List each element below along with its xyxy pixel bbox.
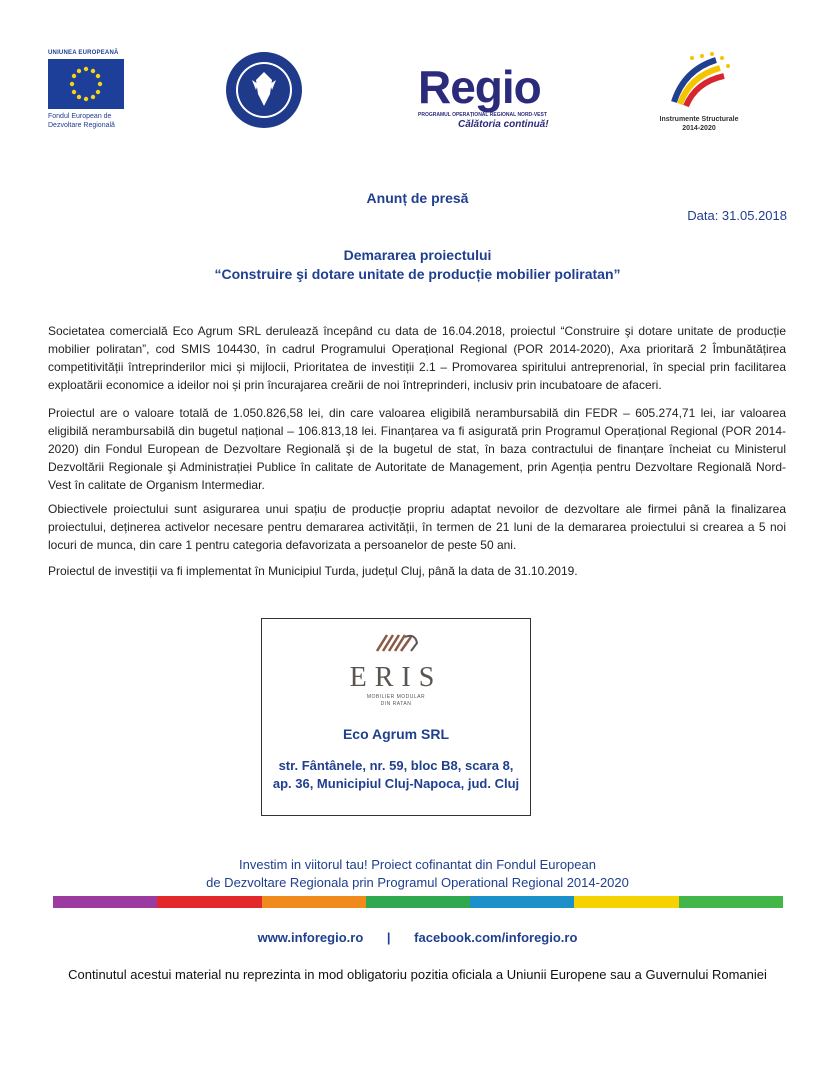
eris-subtitle-1: MOBILIER MODULAR [366,694,426,700]
footer-links [0,930,835,945]
headline-line-1: Demararea proiectului [343,247,492,263]
regio-subtitle: PROGRAMUL OPERAȚIONAL REGIONAL NORD-VEST [418,112,547,118]
rainbow-segment [53,896,157,908]
company-card [261,618,531,816]
company-name: Eco Agrum SRL [342,726,450,742]
rainbow-segment [679,896,783,908]
body-paragraph-3: Obiectivele proiectului sunt asigurarea unui spațiu de producție propriu adaptat nevoilor de dezvoltare ale firmei până la finalizarea proiectului, deținerea activelor necesare pentru demararea activității, în termen de 21 luni de la demararea proiectului si crearea a 5 noi locuri de munca, din care 1 pentru categoria defavorizata a persoanelor de peste 50 ani. [48,502,786,552]
eu-label: UNIUNEA EUROPEANĂ [48,50,119,56]
structural-stars-icon [654,50,744,108]
page-title: Anunț de presă [366,190,469,206]
headline-line-2: “Construire şi dotare unitate de producție mobilier poliratan” [214,266,621,282]
headline [0,246,835,284]
regio-tagline: Călătoria continuă! [458,119,549,130]
inforegio-link[interactable]: www.inforegio.ro [257,930,364,945]
rainbow-segment [157,896,261,908]
body-paragraph-4: Proiectul de investiții va fi implementat în Municipiul Turda, județul Cluj, până la data de 31.10.2019. [48,564,578,578]
rainbow-segment [470,896,574,908]
regio-wordmark: Regio [418,61,541,113]
cofinancing-line-1: Investim in viitorul tau! Proiect cofinantat din Fondul European [239,857,596,872]
structural-instruments-label: Instrumente Structurale 2014-2020 [659,116,739,132]
regio-logo [418,61,578,130]
eu-logo [48,50,130,130]
document-date: Data: 31.05.2018 [687,208,787,223]
cofinancing-line-2: de Dezvoltare Regionala prin Programul Operational Regional 2014-2020 [206,875,629,890]
government-seal-icon [224,50,304,130]
eu-fund-label: Fondul European de Dezvoltare Regională [48,113,115,129]
eris-wordmark: ERIS [349,662,443,693]
rainbow-segment [366,896,470,908]
facebook-link[interactable]: facebook.com/inforegio.ro [414,930,578,945]
cofinancing-statement [0,856,835,892]
company-address: str. Fântânele, nr. 59, bloc B8, scara 8, ap. 36, Municipiul Cluj-Napoca, jud. Cluj [272,758,520,791]
eu-flag-icon [48,59,124,109]
rainbow-segment [262,896,366,908]
eris-subtitle-2: DIN RATAN [380,701,412,707]
rainbow-stripe [53,896,783,908]
link-separator: | [386,930,391,945]
body-paragraph-1: Societatea comercială Eco Agrum SRL derulează începând cu data de 16.04.2018, proiectul “Construire şi dotare unitate de producție mobilier poliratan”, cod SMIS 104430, în cadrul Programului Operațional Regional (POR 2014-2020), Axa prioritară 2 Îmbunătățirea competitivității întreprinderilor mici și mijlocii, Prioritatea de investiții 2.1 – Promovarea spiritului antreprenorial, în special prin facilitarea exploatării economice a ideilor noi și prin încurajarea creării de noi întreprinderi, inclusiv prin incubatoare de afaceri. [48,324,786,392]
rainbow-segment [574,896,678,908]
body-paragraph-2: Proiectul are o valoare totală de 1.050.826,58 lei, din care valoarea eligibilă nerambursabilă din FEDR – 605.274,71 lei, iar valoarea eligibilă nerambursabilă din bugetul național – 106.813,18 lei. Finanțarea va fi asigurată prin Programul Operațional Regional (POR 2014-2020) din Fondul European de Dezvoltare Regională şi de la bugetul de stat, în baza contractului de finanțare încheiat cu Ministerul Dezvoltării Regionale şi Administrației Publice în calitate de Autoritate de Management, prin Agenția pentru Dezvoltare Regională Nord-Vest în calitate de Organism Intermediar. [48,406,786,492]
eris-logo-icon [262,629,530,658]
disclaimer: Continutul acestui material nu reprezinta in mod obligatoriu pozitia oficiala a Uniunii Europene sau a Guvernului Romaniei [68,967,767,982]
structural-instruments-logo [654,50,744,133]
